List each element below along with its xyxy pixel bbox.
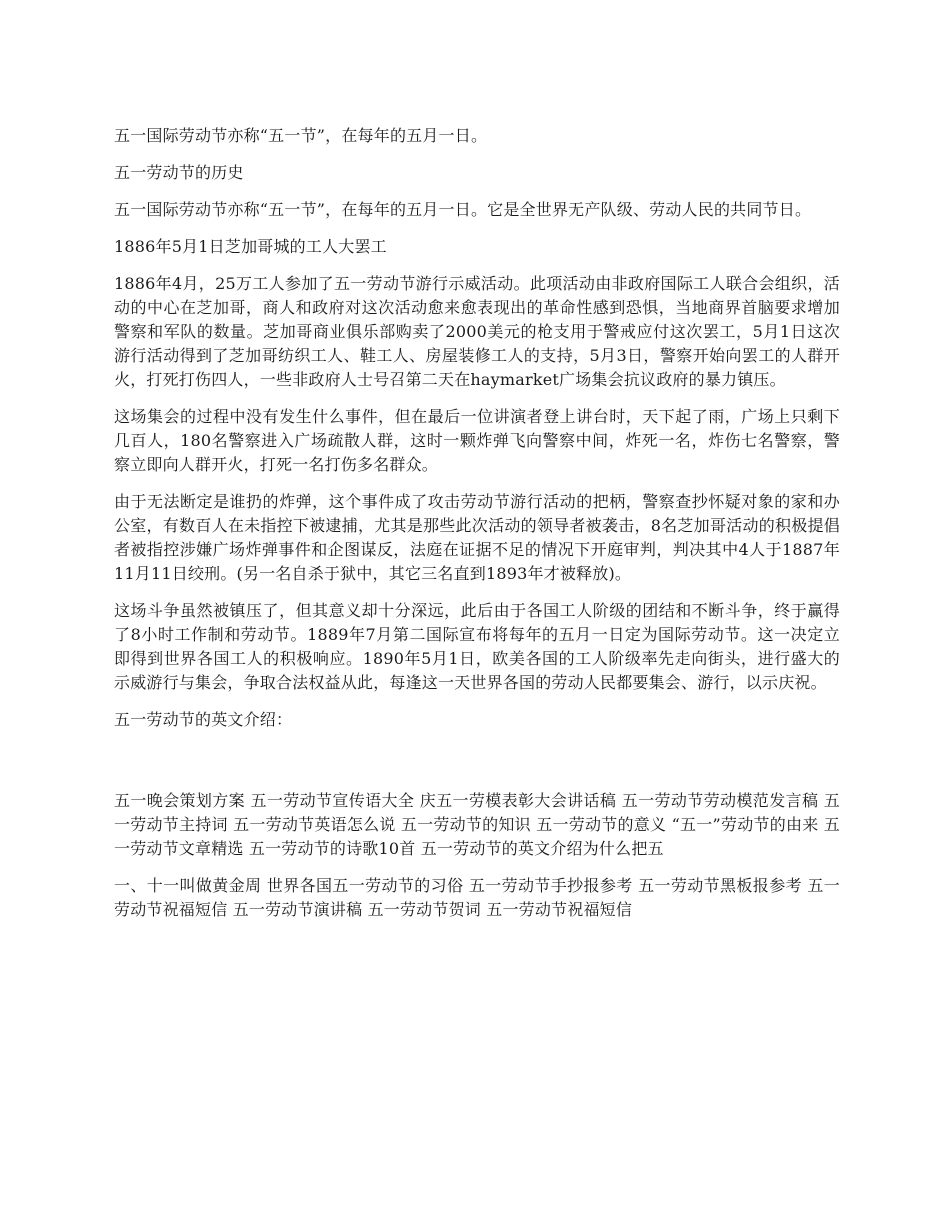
intro-paragraph: 五一国际劳动节亦称“五一节”，在每年的五月一日。: [114, 126, 488, 145]
strike-paragraph: 1886年4月，25万工人参加了五一劳动节游行示威活动。此项活动由非政府国际工人联合会组织，活动的中心在芝加哥，商人和政府对这次活动愈来愈表现出的革命性感到恐惧，当地商界首脑要求增加警察和军队的数量。芝加哥商业俱乐部购卖了2000美元的枪支用于警戒应付这次罢工，5月1日这次游行活动得到了芝加哥纺织工人、鞋工人、房屋装修工人的支持，5月3日，警察开始向罢工的人群开火，打死打伤四人，一些非政府人士号召第二天在haymarket广场集会抗议政府的暴力镇压。: [114, 274, 840, 389]
rally-paragraph: 这场集会的过程中没有发生什么事件，但在最后一位讲演者登上讲台时，天下起了雨，广场上只剩下几百人，180名警察进入广场疏散人群，这时一颗炸弹飞向警察中间，炸死一名，炸伤七名警察，警察立即向人群开火，打死一名打伤多名群众。: [114, 407, 840, 474]
related-articles-line-2: 一、十一叫做黄金周 世界各国五一劳动节的习俗 五一劳动节手抄报参考 五一劳动节黑板报参考 五一劳动节祝福短信 五一劳动节演讲稿 五一劳动节贺词 五一劳动节祝福短信: [114, 876, 840, 919]
section-heading-history: 五一劳动节的历史: [114, 163, 244, 182]
significance-paragraph: 这场斗争虽然被镇压了，但其意义却十分深远，此后由于各国工人阶级的团结和不断斗争，终于赢得了8小时工作制和劳动节。1889年7月第二国际宣布将每年的五月一日定为国际劳动节。这一决定立即得到世界各国工人的积极响应。1890年5月1日，欧美各国的工人阶级率先走向街头，进行盛大的示威游行与集会，争取合法权益从此，每逢这一天世界各国的劳动人民都要集会、游行，以示庆祝。: [114, 601, 840, 692]
related-articles-line-1: 五一晚会策划方案 五一劳动节宣传语大全 庆五一劳模表彰大会讲话稿 五一劳动节劳动模范发言稿 五一劳动节主持词 五一劳动节英语怎么说 五一劳动节的知识 五一劳动节的意义 “五一”劳动节的由来 五一劳动节文章精选 五一劳动节的诗歌10首 五一劳动节的英文介绍为什么把五: [114, 791, 840, 858]
blank-gap: [114, 745, 840, 789]
history-intro-paragraph: 五一国际劳动节亦称“五一节”，在每年的五月一日。它是全世界无产队级、劳动人民的共同节日。: [114, 200, 812, 219]
trial-paragraph: 由于无法断定是谁扔的炸弹，这个事件成了攻击劳动节游行活动的把柄，警察查抄怀疑对象的家和办公室，有数百人在未指控下被逮捕，尤其是那些此次活动的领导者被袭击，8名芝加哥活动的积极提倡者被指控涉嫌广场炸弹事件和企图谋反，法庭在证据不足的情况下开庭审判，判决其中4人于1887年11月11日绞刑。(另一名自杀于狱中，其它三名直到1893年才被释放)。: [114, 492, 840, 583]
section-heading-strike: 1886年5月1日芝加哥城的工人大罢工: [114, 237, 387, 256]
section-heading-english: 五一劳动节的英文介绍：: [114, 710, 293, 729]
